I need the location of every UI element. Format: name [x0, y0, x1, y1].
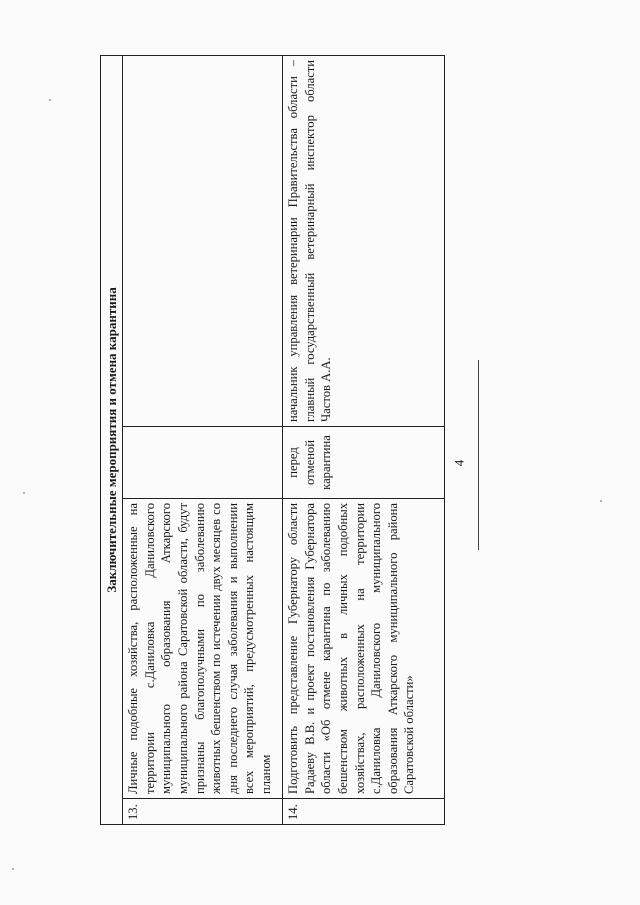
plan-table — [100, 55, 445, 825]
row-number: 13. — [123, 799, 283, 825]
scan-speck — [600, 500, 602, 502]
row-responsible — [123, 55, 283, 426]
row-task: Подготовить представление Губернатору области Радаеву В.В. и проект постановления Губернатора области «Об отмене карантина по заболеванию бешенством животных в личных подобных хозяйствах, расположенных на территории с.Даниловка Даниловского муниципального образования Аткарского муниципального района Саратовской области» — [283, 499, 445, 799]
signature-line — [478, 360, 479, 550]
scan-speck — [12, 868, 14, 870]
section-header-row — [101, 55, 123, 824]
section-title: Заключительные мероприятия и отмена карантина — [101, 55, 123, 824]
row-number: 14. — [283, 799, 445, 825]
table-row — [123, 55, 283, 824]
row-deadline: перед отменой карантина — [283, 427, 445, 499]
row-task: Личные подобные хозяйства, расположенные на территории с.Даниловка Даниловского муниципального образования Аткарского муниципального района Саратовской области, будут признаны благополучными по заболеванию животных бешенством по истечении двух месяцев со дня последнего случая заболевания и выполнении всех мероприятий, предусмотренных настоящим планом — [123, 499, 283, 799]
plan-table-rotated — [100, 56, 440, 825]
scan-speck — [49, 99, 51, 101]
row-responsible: начальник управления ветеринарии Правительства области – главный государственный ветеринарный инспектор области Частов А.А. — [283, 55, 445, 426]
page-number: 4 — [451, 459, 467, 467]
table-row — [283, 55, 445, 824]
row-deadline — [123, 427, 283, 499]
scan-speck — [23, 492, 25, 494]
